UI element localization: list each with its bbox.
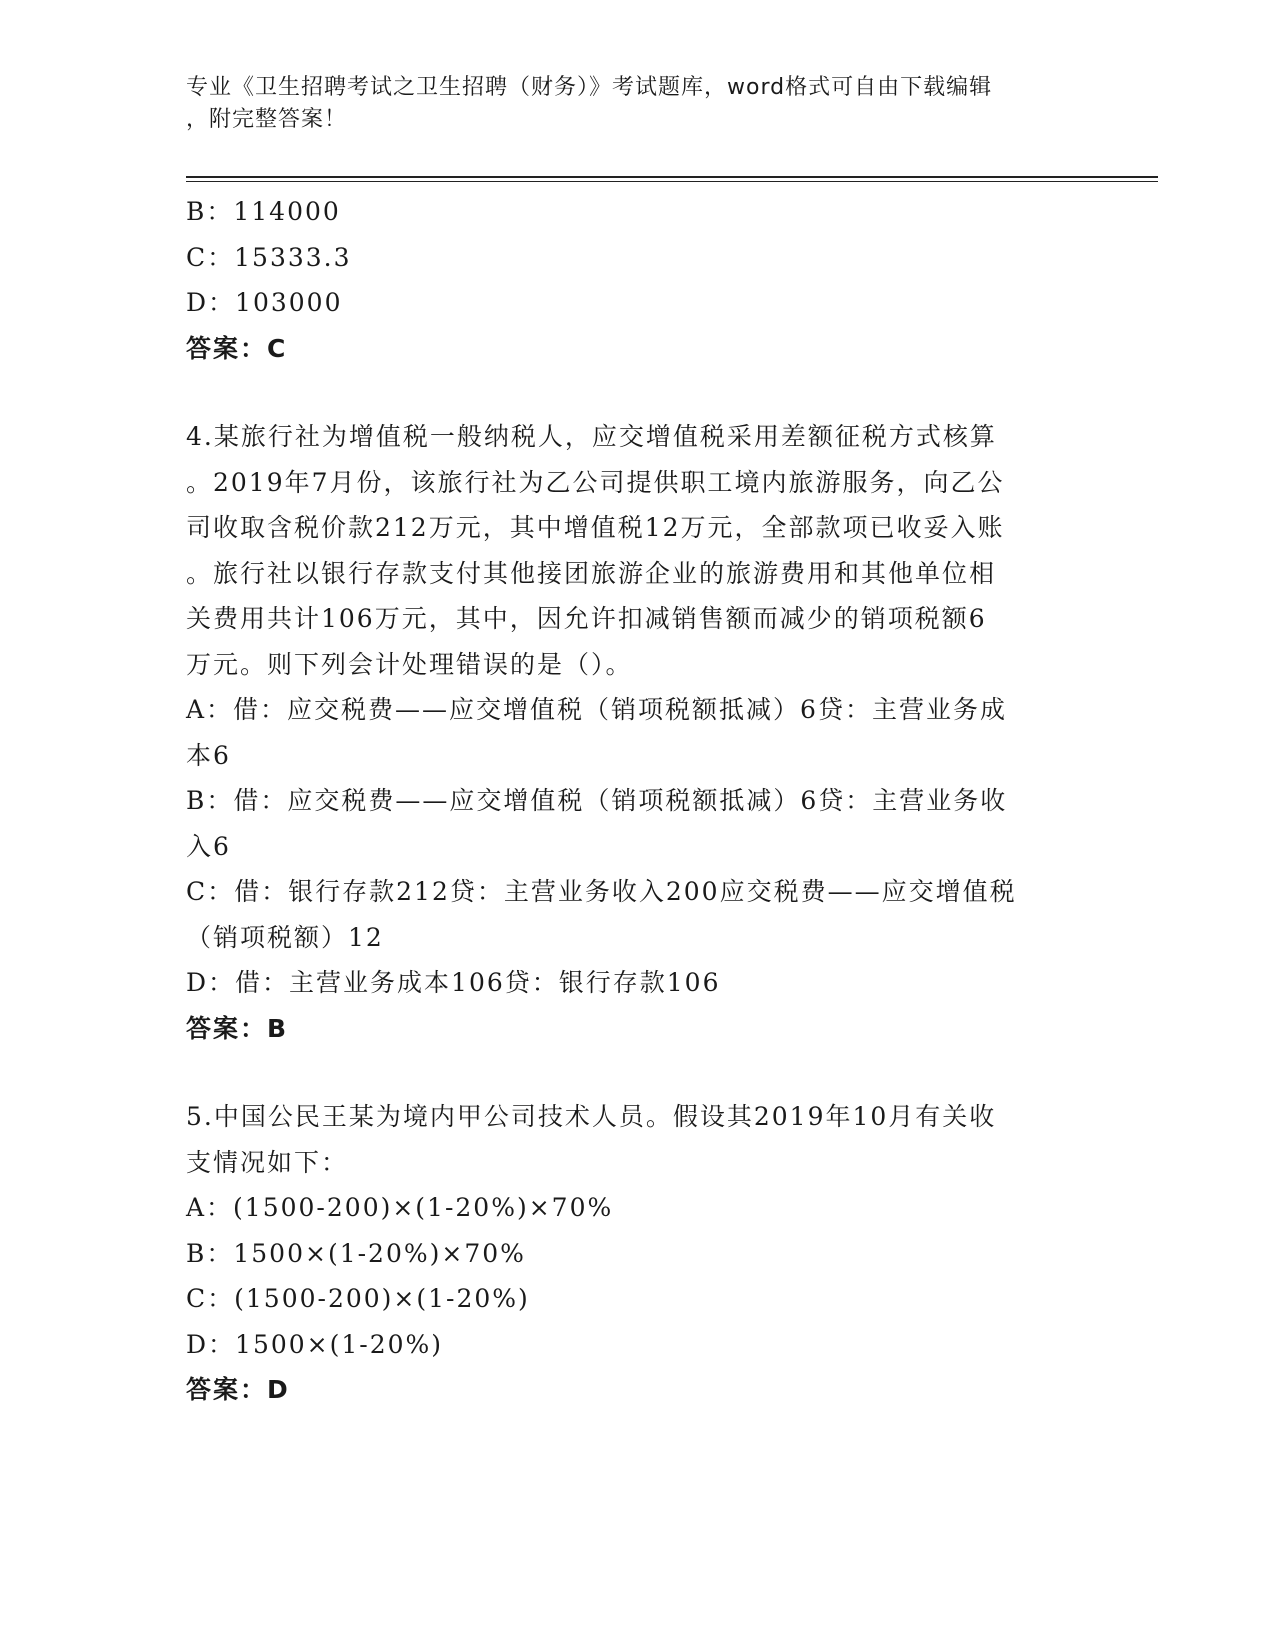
question-stem-line: 4.某旅行社为增值税一般纳税人，应交增值税采用差额征税方式核算 bbox=[186, 422, 997, 451]
option-c-continued: （销项税额）12 bbox=[186, 922, 384, 952]
answer-line: 答案：D bbox=[186, 1375, 290, 1404]
option-c: C：借：银行存款212贷：主营业务收入200应交税费——应交增值税 bbox=[186, 877, 1017, 906]
question-5 bbox=[186, 1094, 1086, 1413]
option-b-continued: 入6 bbox=[186, 831, 231, 861]
option-b: B：114000 bbox=[186, 197, 341, 226]
document-header bbox=[186, 72, 1066, 136]
header-line-1: 专业《卫生招聘考试之卫生招聘（财务）》考试题库，word格式可自由下载编辑 bbox=[186, 75, 993, 100]
document-body bbox=[186, 189, 1086, 1413]
question-stem-line: 。2019年7月份，该旅行社为乙公司提供职工境内旅游服务，向乙公 bbox=[186, 467, 1005, 497]
question-stem-line: 司收取含税价款212万元，其中增值税12万元，全部款项已收妥入账 bbox=[186, 513, 1005, 542]
option-b: B：借：应交税费——应交增值税（销项税额抵减）6贷：主营业务收 bbox=[186, 786, 1008, 815]
option-d: D：103000 bbox=[186, 288, 343, 317]
option-a: A：(1500-200)×(1-20%)×70% bbox=[186, 1193, 614, 1222]
option-a: A：借：应交税费——应交增值税（销项税额抵减）6贷：主营业务成 bbox=[186, 695, 1007, 724]
question-stem-line: 5.中国公民王某为境内甲公司技术人员。假设其2019年10月有关收 bbox=[186, 1102, 997, 1131]
question-3-continued bbox=[186, 189, 1086, 371]
answer-line: 答案：B bbox=[186, 1013, 289, 1043]
question-stem-line: 支情况如下： bbox=[186, 1147, 349, 1177]
header-divider-thick bbox=[186, 176, 1158, 178]
option-a-continued: 本6 bbox=[186, 740, 231, 770]
option-d: D：1500×(1-20%) bbox=[186, 1329, 444, 1359]
option-b: B：1500×(1-20%)×70% bbox=[186, 1238, 526, 1268]
question-stem-line: 关费用共计106万元，其中，因允许扣减销售额而减少的销项税额6 bbox=[186, 604, 987, 633]
option-c: C：15333.3 bbox=[186, 242, 352, 272]
question-stem-line: 。旅行社以银行存款支付其他接团旅游企业的旅游费用和其他单位相 bbox=[186, 558, 997, 588]
section-gap bbox=[186, 1051, 1086, 1094]
header-divider-thin bbox=[186, 181, 1158, 182]
question-stem-line: 万元。则下列会计处理错误的是（）。 bbox=[186, 649, 633, 679]
option-c: C：(1500-200)×(1-20%) bbox=[186, 1284, 530, 1313]
answer-line: 答案：C bbox=[186, 333, 288, 363]
question-4 bbox=[186, 414, 1086, 1051]
option-d: D：借：主营业务成本106贷：银行存款106 bbox=[186, 968, 721, 997]
header-line-2: ，附完整答案！ bbox=[186, 107, 348, 132]
section-gap bbox=[186, 371, 1086, 414]
